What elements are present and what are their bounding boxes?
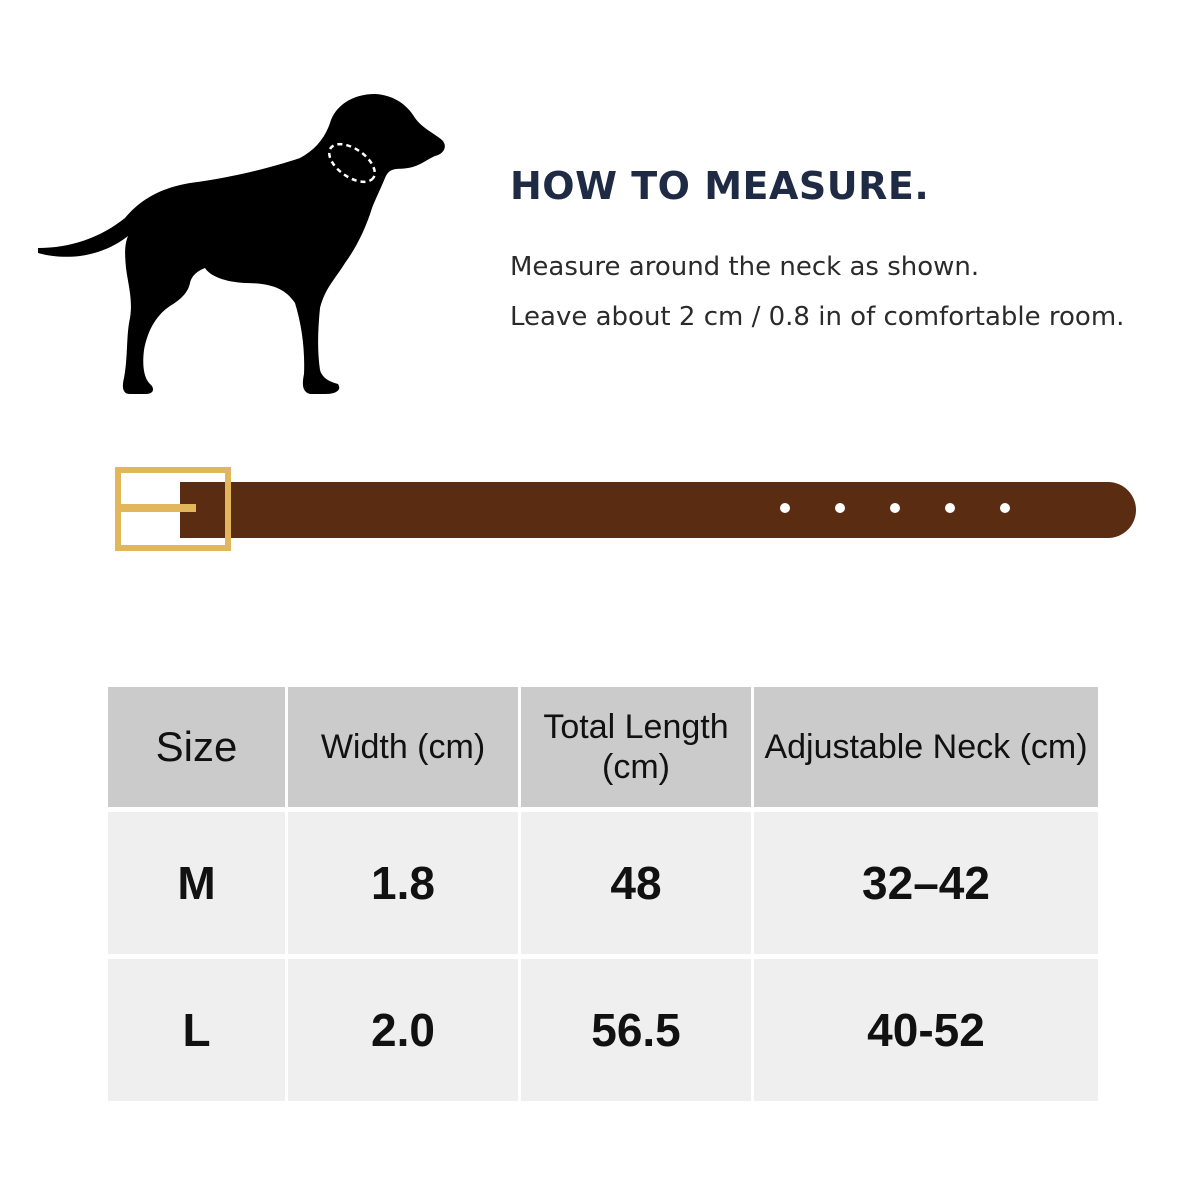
dog-illustration [30,88,450,408]
header-size: Size [108,687,288,807]
size-chart-table [108,687,1098,1101]
header-adjustable-neck: Adjustable Neck (cm) [754,687,1098,807]
header-width: Width (cm) [288,687,521,807]
instruction-line: Measure around the neck as shown. [510,252,980,282]
cell-total-length: 56.5 [521,954,754,1101]
cell-width: 2.0 [288,954,521,1101]
cell-size: L [108,954,288,1101]
cell-size: M [108,807,288,954]
page-title: HOW TO MEASURE. [510,164,930,208]
table-row [108,954,1098,1101]
table-header-row [108,687,1098,807]
measure-instructions [510,160,1170,342]
cell-adjustable-neck: 40-52 [754,954,1098,1101]
header-total-length: Total Length (cm) [521,687,754,807]
collar-illustration [110,460,1150,560]
cell-adjustable-neck: 32–42 [754,807,1098,954]
dog-silhouette-icon [30,88,450,408]
table-row [108,807,1098,954]
cell-width: 1.8 [288,807,521,954]
collar-icon [110,460,1150,560]
instruction-line: Leave about 2 cm / 0.8 in of comfortable room. [510,302,1125,332]
cell-total-length: 48 [521,807,754,954]
